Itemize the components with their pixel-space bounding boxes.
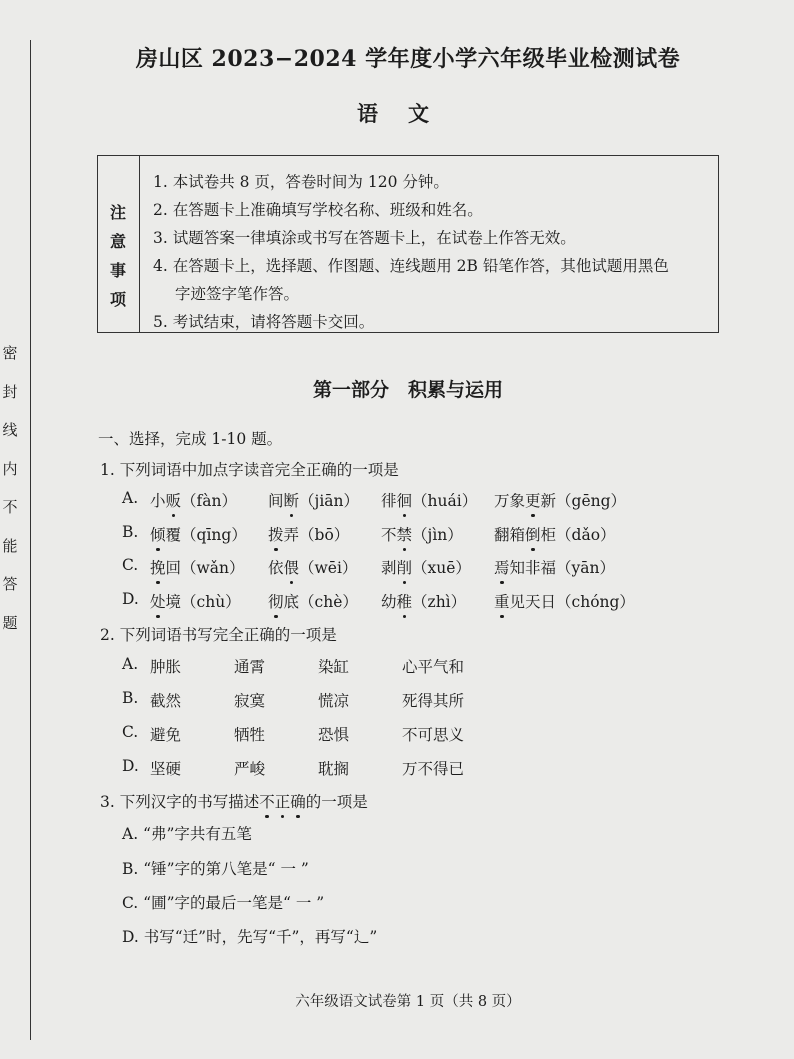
- q3-option: C. “圃”字的最后一笔是“ 一 ”: [122, 894, 325, 912]
- q1-word-pre: 翻箱: [494, 526, 526, 544]
- q1-word-dotted: 削: [397, 556, 413, 578]
- notice-heading-char: 注: [109, 203, 126, 222]
- q2-word: 截然: [150, 692, 182, 710]
- seal-char: 答: [2, 575, 18, 593]
- q1-word-pinyin: （yān）: [556, 559, 616, 577]
- q1-word-dotted: 焉: [494, 556, 510, 578]
- q1-word-dotted: 倾: [150, 523, 166, 545]
- q1-word-dotted: 偎: [284, 556, 300, 578]
- notice-heading-char: 意: [109, 232, 126, 251]
- q1-word-dotted: 拨: [268, 523, 284, 545]
- notice-item: 5. 考试结束，请将答题卡交回。: [153, 313, 375, 331]
- q2-word: 坚硬: [150, 760, 182, 778]
- q2-option-letter: D.: [122, 757, 139, 775]
- q2-option-letter: B.: [122, 689, 139, 707]
- q1-word-post: 新: [540, 492, 557, 510]
- q3-option: A. “弗”字共有五笔: [122, 825, 252, 843]
- q3-option: D. 书写“迁”时，先写“千”，再写“辶”: [122, 928, 378, 946]
- q2-word: 慌凉: [318, 692, 350, 710]
- q1-word-pinyin: （chóng）: [556, 593, 635, 611]
- q1-word: [150, 556, 245, 578]
- q1-word: [381, 556, 471, 578]
- q1-word-post: 回: [165, 559, 182, 577]
- q3-stem: [100, 790, 368, 812]
- q1-word: [494, 523, 616, 545]
- seal-char: 不: [2, 498, 18, 516]
- q1-word: [150, 523, 247, 545]
- q1-word-post: 覆: [165, 526, 182, 544]
- q1-word: [268, 523, 349, 545]
- q1-word-pinyin: （bō）: [299, 526, 350, 544]
- q1-word-pinyin: （chè）: [299, 593, 358, 611]
- q1-word-dotted: 断: [284, 489, 300, 511]
- seal-char: 能: [2, 536, 18, 555]
- notice-item: 1. 本试卷共 8 页，答卷时间为 120 分钟。: [153, 173, 449, 191]
- q1-word-pre: 间: [268, 492, 284, 510]
- seal-char: 题: [2, 613, 18, 632]
- q2-word: 通霄: [234, 658, 266, 676]
- q2-option-letter: C.: [122, 723, 139, 741]
- q3-stem-dotted: 不: [259, 790, 275, 812]
- q1-word-pinyin: （jìn）: [412, 526, 463, 544]
- seal-char: 密: [2, 344, 18, 362]
- q1-word-dotted: 倒: [525, 523, 541, 545]
- q1-word-dotted: 处: [150, 590, 166, 612]
- q2-word: 心平气和: [402, 658, 465, 676]
- q1-stem: 1. 下列词语中加点字读音完全正确的一项是: [100, 461, 399, 479]
- q1-word-pre: 徘: [381, 492, 397, 510]
- q2-word: 耽搁: [318, 760, 350, 778]
- q1-word-pinyin: （gēng）: [556, 492, 627, 510]
- q1-word: [494, 590, 635, 612]
- q3-stem-pre: 3. 下列汉字的书写描述: [100, 793, 260, 811]
- q1-word-pre: 依: [268, 559, 284, 577]
- seal-char: 封: [2, 382, 18, 401]
- q1-word: [268, 556, 357, 578]
- q2-word: 严峻: [234, 760, 266, 778]
- q1-word-dotted: 徊: [397, 489, 413, 511]
- q1-word-pinyin: （chù）: [181, 593, 241, 611]
- q1-word-pre: 万象: [494, 492, 526, 510]
- q2-word: 万不得已: [402, 760, 465, 778]
- q2-stem: 2. 下列词语书写完全正确的一项是: [100, 626, 337, 644]
- q1-word-dotted: 更: [525, 489, 541, 511]
- q1-word-pinyin: （qīng）: [181, 526, 247, 544]
- q1-word-post: 见天日: [509, 593, 557, 611]
- q1-word-pinyin: （dǎo）: [556, 526, 616, 544]
- q1-option-letter: A.: [122, 489, 139, 507]
- q1-word-pre: 小: [150, 492, 166, 510]
- q2-word: 恐惧: [318, 726, 350, 744]
- seal-char: 线: [2, 421, 18, 439]
- q1-word: [268, 590, 358, 612]
- q1-word-post: 底: [283, 593, 300, 611]
- q1-word: [381, 590, 466, 612]
- notice-heading-char: 事: [109, 261, 126, 280]
- q1-word: [381, 523, 463, 545]
- q1-word-dotted: 彻: [268, 590, 284, 612]
- q1-word-post: 弄: [283, 526, 300, 544]
- q2-word: 寂寞: [234, 692, 266, 710]
- q1-word-post: 知非福: [509, 559, 557, 577]
- q3-stem-dotted: 确: [290, 790, 306, 812]
- q1-word-pinyin: （zhì）: [412, 593, 467, 611]
- q1-word: [150, 489, 237, 511]
- q2-word: 不可思义: [402, 726, 465, 744]
- section-heading: 一、选择，完成 1-10 题。: [98, 430, 283, 448]
- q2-option-letter: A.: [122, 655, 139, 673]
- q1-word: [494, 556, 615, 578]
- q1-word-dotted: 贩: [166, 489, 182, 511]
- notice-item: 2. 在答题卡上准确填写学校名称、班级和姓名。: [153, 201, 483, 219]
- q1-option-letter: D.: [122, 590, 139, 608]
- binding-line: [30, 40, 31, 1040]
- q1-word-dotted: 禁: [397, 523, 413, 545]
- q2-word: 肿胀: [150, 658, 182, 676]
- q3-stem-dotted: 正: [275, 790, 291, 812]
- q1-word-pinyin: （xuē）: [412, 559, 471, 577]
- notice-box: [97, 155, 719, 333]
- q1-word: [150, 590, 241, 612]
- q1-option-letter: C.: [122, 556, 139, 574]
- q3-option: B. “锤”字的第八笔是“ 一 ”: [122, 860, 309, 878]
- page-footer: 六年级语文试卷第 1 页（共 8 页）: [295, 994, 521, 1010]
- q1-word: [494, 489, 626, 511]
- q1-word-post: 柜: [540, 526, 557, 544]
- q1-word: [381, 489, 477, 511]
- notice-item: 3. 试题答案一律填涂或书写在答题卡上，在试卷上作答无效。: [153, 229, 576, 247]
- q3-stem-post: 的一项是: [305, 793, 368, 811]
- notice-item: 字迹签字笔作答。: [175, 285, 300, 303]
- seal-char: 内: [2, 459, 18, 478]
- part-title: 第一部分 积累与运用: [312, 379, 503, 401]
- notice-item: 4. 在答题卡上，选择题、作图题、连线题用 2B 铅笔作答，其他试题用黑色: [153, 257, 669, 275]
- q1-option-letter: B.: [122, 523, 139, 541]
- q2-word: 牺牲: [234, 726, 266, 744]
- q2-word: 避免: [150, 726, 182, 744]
- q1-word-pre: 剥: [381, 559, 397, 577]
- q1-word: [268, 489, 359, 511]
- notice-list: [153, 168, 713, 336]
- q1-word-pinyin: （wǎn）: [181, 559, 245, 577]
- notice-heading-char: 项: [109, 290, 126, 309]
- q1-word-pinyin: （huái）: [412, 492, 478, 510]
- q2-word: 死得其所: [402, 692, 465, 710]
- q2-word: 染缸: [318, 658, 350, 676]
- q1-word-pinyin: （fàn）: [181, 492, 237, 510]
- notice-heading: [98, 156, 140, 332]
- q1-word-dotted: 重: [494, 590, 510, 612]
- exam-title: 房山区 2023−2024 学年度小学六年级毕业检测试卷: [135, 46, 681, 72]
- q1-word-pinyin: （jiān）: [299, 492, 360, 510]
- exam-subject: 语文: [357, 101, 459, 126]
- q1-word-post: 境: [165, 593, 182, 611]
- q1-word-dotted: 稚: [397, 590, 413, 612]
- q1-word-pre: 幼: [381, 593, 397, 611]
- q1-word-dotted: 挽: [150, 556, 166, 578]
- q1-word-pinyin: （wēi）: [299, 559, 358, 577]
- q1-word-pre: 不: [381, 526, 397, 544]
